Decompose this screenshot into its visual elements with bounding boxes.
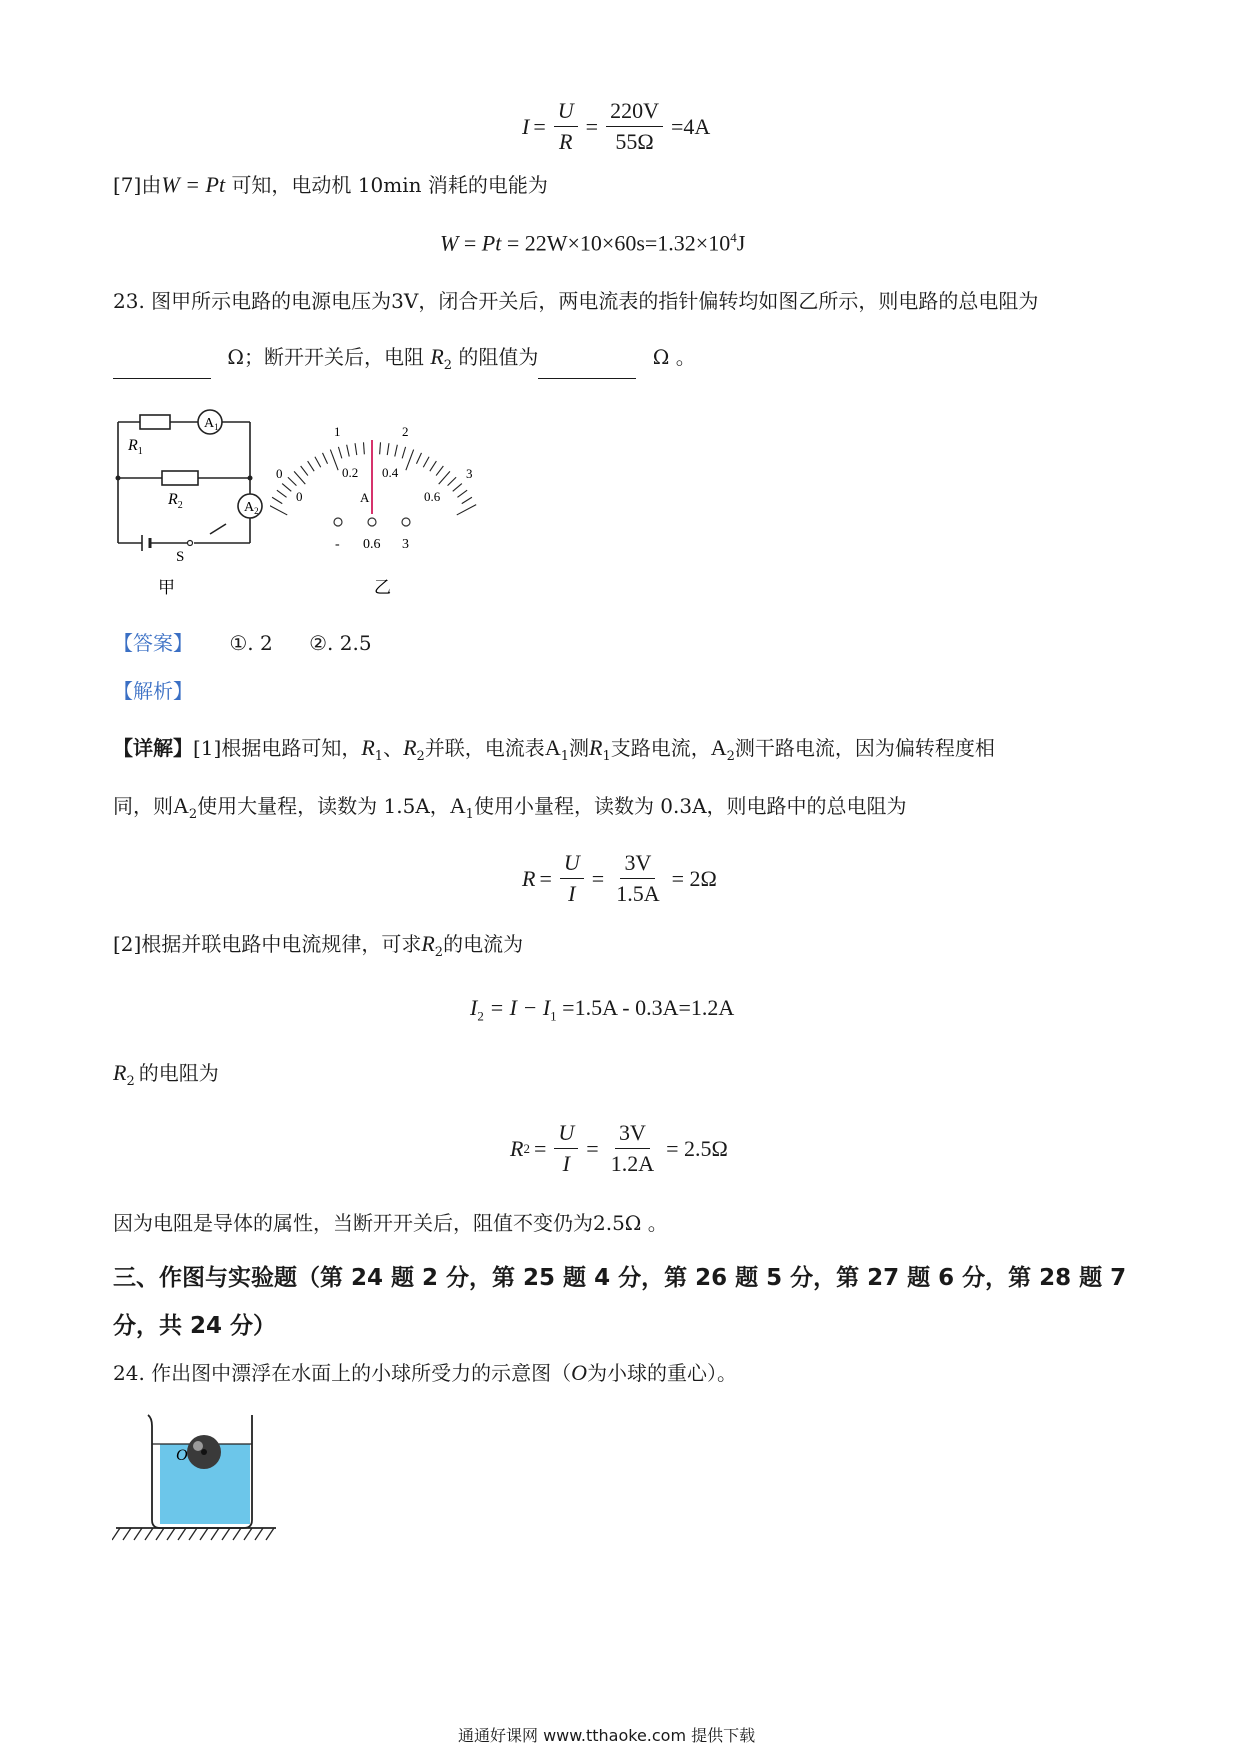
dial-label-inner-04: 0.4 [382, 465, 399, 480]
ammeter-dial [270, 410, 490, 600]
dial-tick [294, 471, 305, 484]
hatch-line [211, 1528, 219, 1540]
dial-tick [282, 484, 291, 492]
dial-tick [395, 445, 398, 457]
label-switch: S [176, 549, 185, 565]
question-23-line2: Ω；断开开关后，电阻 $R_2$ 的阻值为 Ω 。 [113, 344, 696, 379]
dial-tick [416, 453, 421, 464]
dial-label-top-3: 3 [466, 466, 473, 481]
dial-tick [457, 505, 476, 515]
hatch-line [145, 1528, 153, 1540]
dial-tick [406, 450, 414, 471]
dial-tick [380, 442, 381, 454]
conclusion: 因为电阻是导体的属性，当断开开关后，阻值不变仍为2.5Ω 。 [113, 1211, 668, 1235]
dial-tick [315, 457, 321, 468]
dial-tick [363, 442, 364, 454]
answer-blank-2[interactable] [538, 358, 636, 379]
dial-tick [423, 457, 429, 468]
resistor-r2 [162, 471, 198, 485]
dial-tick [301, 466, 308, 476]
center-of-gravity [201, 1449, 207, 1455]
dial-tick [330, 450, 338, 471]
hatch-line [244, 1528, 252, 1540]
dial-tick [338, 447, 341, 459]
dial-label-inner-06: 0.6 [424, 489, 441, 504]
dial-tick [453, 484, 462, 492]
dial-tick [448, 477, 457, 485]
terminal-3 [402, 518, 410, 526]
dial-tick [436, 466, 443, 476]
dial-label-inner-0: 0 [296, 489, 303, 504]
detail-line-1: 【详解】[1]根据电路可知，$R_1$、$R_2$并联，电流表$A_1$测$R_1$支路电流，$A_2$测干路电流，因为偏转程度相 [113, 735, 995, 764]
label-r1: $R_1$ [128, 437, 143, 457]
hatch-line [266, 1528, 274, 1540]
detail-line-2: 同，则$A_2$使用大量程，读数为 1.5A，$A_1$使用小量程，读数为 0.3A，则电路中的总电阻为 [113, 793, 907, 822]
hatch-line [167, 1528, 175, 1540]
answer-1: ①. 2 [229, 631, 273, 655]
hatch-line [200, 1528, 208, 1540]
equation-r2: R 2 = $\frac{U}{I}$ = $\frac{3V}{1.2A}$ = 2.5Ω [510, 1120, 728, 1176]
dial-tick [270, 505, 287, 515]
answer-blank-1[interactable] [113, 358, 211, 379]
equation-total-resistance: R = $\frac{U}{I}$ = $\frac{3V}{1.5A}$ = 2Ω [522, 850, 717, 906]
eq-lhs: I [522, 113, 530, 139]
switch-pivot [188, 541, 193, 546]
hatch-line [123, 1528, 131, 1540]
footer: 通通好课网 www.tthaoke.com 提供下载 [458, 1726, 756, 1745]
answer-tag: 【答案】 [113, 631, 193, 655]
terminal-label-negative: - [335, 537, 340, 552]
dial-tick [457, 490, 467, 497]
dial-tick [387, 443, 389, 455]
hatch-line [156, 1528, 164, 1540]
hatch-line [178, 1528, 186, 1540]
step-2: [2]根据并联电路中电流规律，可求$R_2$的电流为 [113, 931, 524, 960]
dial-tick [439, 471, 450, 484]
label-r2: $R_2$ [168, 491, 183, 511]
caption-yi: 乙 [374, 578, 391, 598]
ball-highlight [193, 1441, 203, 1451]
dial-label-inner-02: 0.2 [342, 465, 359, 480]
step-7: [7]由W = Pt 可知，电动机 10min 消耗的电能为 [113, 172, 548, 197]
label-o: O [176, 1447, 188, 1464]
label-a2: $A_2$ [244, 500, 259, 516]
question-23-line1: 23. 图甲所示电路的电源电压为3V，闭合开关后，两电流表的指针偏转均如图乙所示，则电路的总电阻为 [113, 289, 1039, 313]
dial-tick [288, 477, 297, 485]
section-3-heading-line2: 分，共 24 分） [113, 1313, 277, 1339]
dial-label-top-1: 1 [334, 424, 341, 439]
question-24: 24. 作出图中漂浮在水面上的小球所受力的示意图（O为小球的重心）。 [113, 1360, 738, 1385]
resistor-r1 [140, 415, 170, 429]
r2-resistance-line: $R_2$ 的电阻为 [113, 1060, 219, 1089]
terminal-label-3: 3 [402, 537, 409, 552]
label-a1: $A_1$ [204, 416, 219, 432]
dial-tick [462, 497, 472, 503]
dial-unit: A [360, 490, 370, 505]
hatch-line [255, 1528, 263, 1540]
dial-tick [402, 447, 405, 459]
section-3-heading-line1: 三、作图与实验题（第 24 题 2 分，第 25 题 4 分，第 26 题 5 分，第 27 题 6 分，第 28 题 7 [113, 1265, 1127, 1291]
equation-i2: $I_2 = I - I_1 =1.5A - 0.3A=1.2A$ [470, 995, 735, 1024]
equation-current: I = $\frac{U}{R}$ = $\frac{220V}{55\Omega}$ =4A [522, 96, 710, 157]
hatch-line [233, 1528, 241, 1540]
dial-tick [272, 497, 282, 503]
hatch-line [222, 1528, 230, 1540]
answer-line [113, 630, 372, 656]
junction-left [116, 476, 121, 481]
dial-label-top-0: 0 [276, 466, 283, 481]
fraction-values: $\frac{220V}{55\Omega}$ [606, 96, 663, 157]
dial-tick [323, 453, 328, 464]
terminal-06 [368, 518, 376, 526]
dial-tick [347, 445, 350, 457]
hatch-line [134, 1528, 142, 1540]
hatch-line [189, 1528, 197, 1540]
beaker-figure [112, 1410, 282, 1545]
dial-label-top-2: 2 [402, 424, 409, 439]
eq-result: =4A [670, 113, 711, 139]
caption-jia: 甲 [158, 578, 175, 598]
dial-tick [430, 461, 437, 471]
hatch-line [112, 1528, 120, 1540]
terminal-negative [334, 518, 342, 526]
terminal-label-06: 0.6 [363, 537, 381, 552]
dial-tick [355, 443, 357, 455]
dial-tick [277, 490, 287, 497]
answer-2: ②. 2.5 [309, 631, 372, 655]
ground-hatching [112, 1528, 274, 1540]
dial-tick [308, 461, 315, 471]
junction-right [248, 476, 253, 481]
equation-energy: $W = Pt = 22W\times 10\times 60s=1.32\times 10^4J$ [440, 230, 746, 256]
circuit-diagram [100, 398, 270, 598]
analysis-tag: 【解析】 [113, 679, 193, 703]
fraction-u-r: $\frac{U}{R}$ [554, 96, 578, 157]
